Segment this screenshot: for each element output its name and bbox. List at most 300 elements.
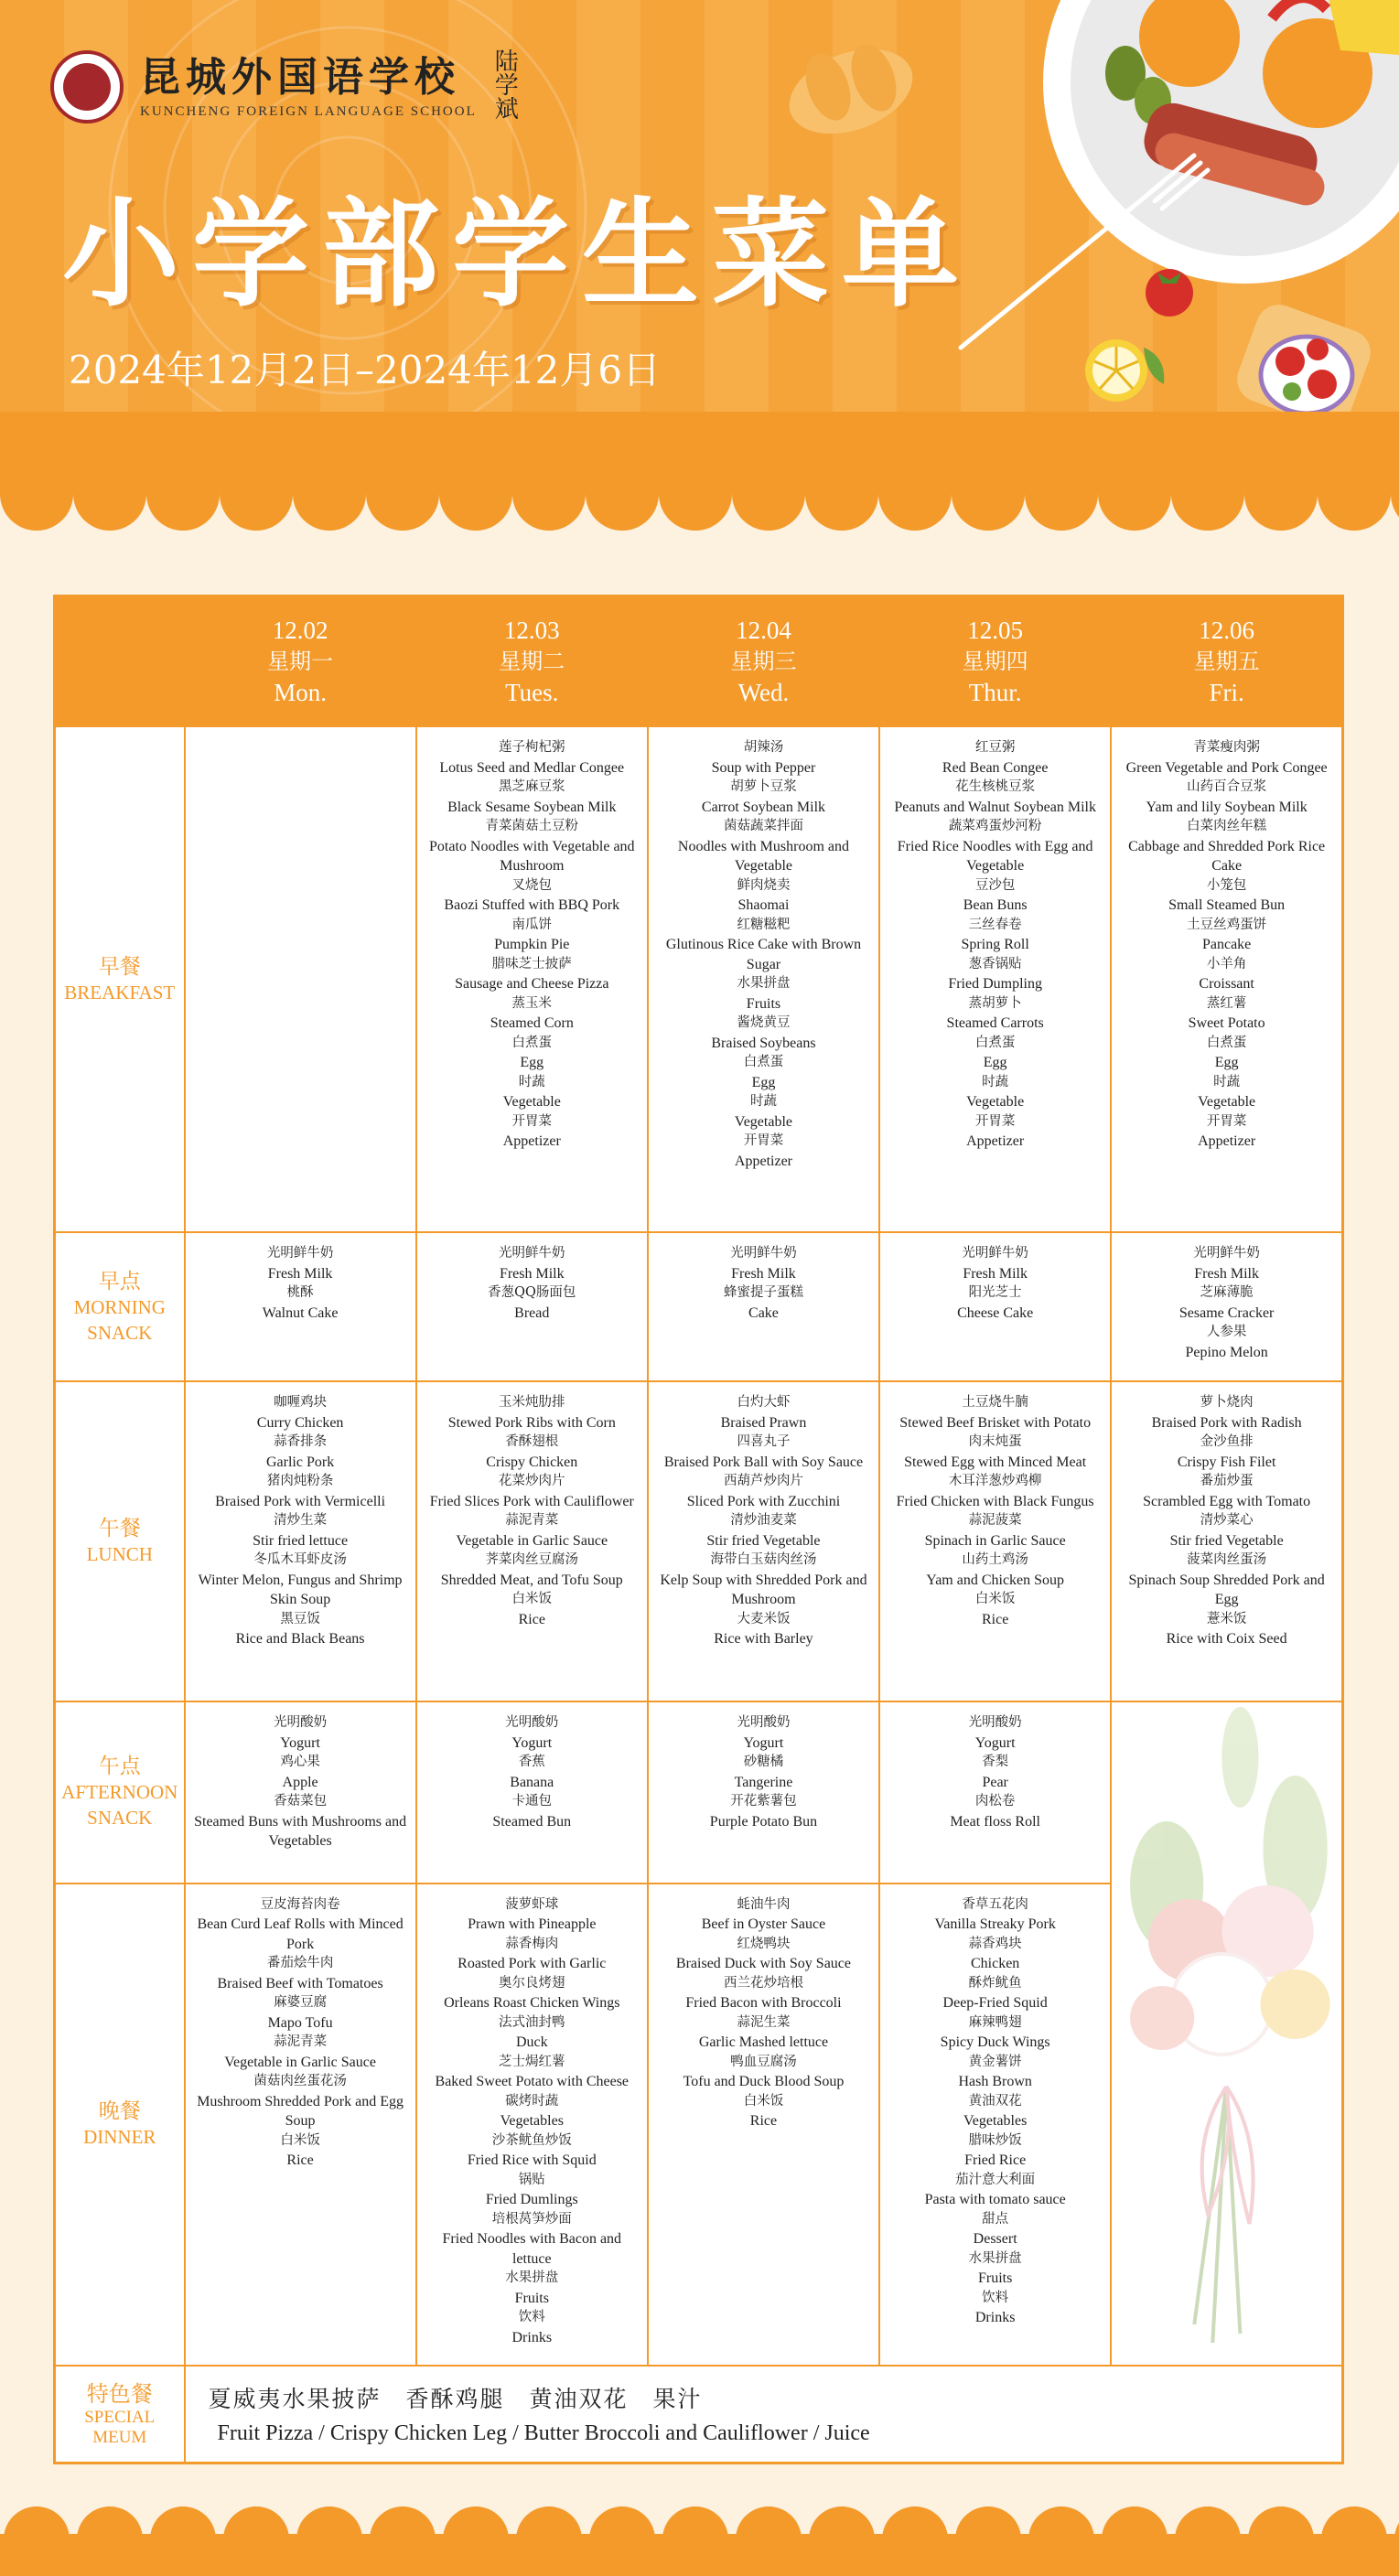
dish-name-cn: 木耳洋葱炒鸡柳 xyxy=(948,1474,1042,1488)
dish-name-cn: 时蔬 xyxy=(749,1094,777,1109)
dish-name-en: Stewed Beef Brisket with Potato xyxy=(899,1414,1092,1431)
dish-name-cn: 时蔬 xyxy=(982,1074,1009,1089)
dish-name-cn: 莲子枸杞粥 xyxy=(499,740,565,755)
dish-name-en: Spicy Duck Wings xyxy=(940,2034,1050,2051)
dish-name-en: Braised Soybeans xyxy=(711,1035,816,1051)
flower-bouquet-icon xyxy=(1112,1702,1341,2361)
dish-name-en: Rice with Coix Seed xyxy=(1166,1631,1287,1647)
page-title: 小学部学生菜单 xyxy=(62,187,973,323)
dish-name-en: Yogurt xyxy=(511,1734,553,1751)
flower-illustration xyxy=(1111,1701,1342,2366)
menu-cell xyxy=(416,1701,648,1884)
dish-name-cn: 青菜瘦肉粥 xyxy=(1193,740,1260,755)
dish-name-cn: 光明酸奶 xyxy=(274,1715,328,1730)
special-items-en: Fruit Pizza / Crispy Chicken Leg / Butter Broccoli and Cauliflower / Juice xyxy=(217,2421,870,2446)
footer-scallop-edge xyxy=(0,2506,1399,2576)
dish-name-cn: 番茄炒蛋 xyxy=(1200,1474,1254,1488)
dish-name-cn: 蒜香鸡块 xyxy=(968,1936,1022,1951)
dish-name-cn: 芝麻薄脆 xyxy=(1200,1285,1254,1300)
dish-name-cn: 蒜香梅肉 xyxy=(505,1936,559,1951)
menu-cell xyxy=(185,1884,416,2366)
dish-name-en: Tangerine xyxy=(734,1774,793,1790)
dish-name-cn: 山药土鸡汤 xyxy=(962,1552,1028,1567)
dish-name-cn: 清炒菜心 xyxy=(1200,1513,1254,1528)
dish-name-en: Spring Roll xyxy=(961,937,1029,952)
dish-name-en: Vegetables xyxy=(500,2113,564,2130)
dish-name-cn: 清炒生菜 xyxy=(274,1513,328,1528)
dish-name-en: Steamed Bun xyxy=(492,1813,572,1830)
dish-name-en: Crispy Fish Filet xyxy=(1177,1454,1276,1470)
dish-name-cn: 香酥翅根 xyxy=(505,1434,559,1449)
menu-cell xyxy=(648,1701,879,1884)
dish-name-en: Spinach in Garlic Sauce xyxy=(924,1532,1066,1549)
dish-name-cn: 开胃菜 xyxy=(511,1113,553,1129)
dish-name-cn: 培根莴笋炒面 xyxy=(491,2211,572,2227)
menu-cell xyxy=(879,726,1111,1232)
dish-name-cn: 酱烧黄豆 xyxy=(737,1015,791,1030)
dish-name-en: Fried Noodles with Bacon and lettuce xyxy=(442,2231,622,2267)
dish-name-cn: 香葱QQ肠面包 xyxy=(488,1285,576,1300)
dish-name-en: Drinks xyxy=(974,2310,1016,2326)
dish-name-en: Potato Noodles with Vegetable and Mushroom xyxy=(429,838,635,874)
dish-name-cn: 白煮蛋 xyxy=(511,1035,553,1050)
dish-name-cn: 沙茶鱿鱼炒饭 xyxy=(491,2132,572,2148)
dish-name-en: Cabbage and Shredded Pork Rice Cake xyxy=(1128,838,1326,874)
dish-name-cn: 光明鲜牛奶 xyxy=(962,1246,1028,1261)
dish-name-en: Lotus Seed and Medlar Congee xyxy=(439,759,625,776)
dish-name-cn: 白灼大虾 xyxy=(737,1395,791,1410)
croissant-icon xyxy=(778,34,924,150)
dish-name-cn: 光明鲜牛奶 xyxy=(266,1246,334,1261)
dish-name-cn: 菌菇蔬菜拌面 xyxy=(723,819,803,833)
dish-name-en: Chicken xyxy=(970,1956,1020,1972)
dish-name-en: Braised Duck with Soy Sauce xyxy=(675,1956,851,1972)
dish-name-cn: 土豆烧牛腩 xyxy=(962,1395,1028,1410)
dish-name-cn: 麻辣鸭翅 xyxy=(968,2014,1022,2030)
dish-name-en: Stewed Egg with Minced Meat xyxy=(904,1454,1087,1470)
dish-name-en: Crispy Chicken xyxy=(486,1454,578,1470)
calligraphy-signature: 陆学斌 xyxy=(494,48,519,123)
dish-name-en: Fresh Milk xyxy=(731,1265,796,1282)
dish-name-en: Roasted Pork with Garlic xyxy=(457,1956,607,1972)
dish-name-cn: 红糖糍粑 xyxy=(737,917,791,932)
dish-name-en: Appetizer xyxy=(734,1153,792,1169)
dish-name-en: Small Steamed Bun xyxy=(1168,897,1286,913)
dish-name-en: Sweet Potato xyxy=(1188,1015,1265,1031)
dish-name-cn: 大麦米饭 xyxy=(737,1611,791,1626)
dish-name-en: Cake xyxy=(748,1304,779,1321)
dish-name-en: Tofu and Duck Blood Soup xyxy=(683,2074,845,2090)
dish-name-cn: 蒜泥青菜 xyxy=(274,2034,328,2050)
dish-name-cn: 酥炸鱿鱼 xyxy=(968,1975,1022,1991)
dish-name-en: Fried Rice with Squid xyxy=(467,2152,597,2169)
dish-name-en: Fresh Milk xyxy=(267,1265,333,1282)
day-header-row xyxy=(55,596,1343,727)
special-label: 特色餐 SPECIAL MEUM xyxy=(55,2366,185,2463)
dish-name-cn: 胡辣汤 xyxy=(743,740,784,755)
dish-name-en: Braised Pork with Vermicelli xyxy=(215,1493,386,1509)
dish-name-en: Pumpkin Pie xyxy=(494,937,570,952)
dish-name-cn: 薏米饭 xyxy=(1206,1611,1247,1626)
dish-name-en: Steamed Corn xyxy=(490,1015,574,1031)
dish-name-cn: 开花紫薯包 xyxy=(730,1794,797,1809)
dish-name-cn: 开胃菜 xyxy=(1206,1113,1247,1129)
dish-name-cn: 水果拼盘 xyxy=(737,976,791,991)
dish-name-en: Vegetable xyxy=(502,1094,561,1110)
dish-name-en: Bread xyxy=(514,1304,550,1321)
dish-name-en: Stir fried lettuce xyxy=(253,1532,349,1549)
dish-name-en: Beef in Oyster Sauce xyxy=(701,1916,826,1933)
dish-name-cn: 茄汁意大利面 xyxy=(955,2172,1036,2187)
dish-name-cn: 水果拼盘 xyxy=(505,2270,559,2286)
dish-name-cn: 花生核桃豆浆 xyxy=(955,779,1036,794)
dish-name-en: Vegetables xyxy=(963,2113,1028,2130)
dish-name-cn: 鲜肉烧卖 xyxy=(737,877,791,893)
dish-name-en: Kelp Soup with Shredded Pork and Mushroom xyxy=(660,1572,867,1607)
dish-name-cn: 奥尔良烤翅 xyxy=(499,1975,565,1991)
dish-name-en: Mapo Tofu xyxy=(267,2014,333,2031)
dish-name-cn: 黑豆饭 xyxy=(280,1611,320,1626)
dish-name-cn: 光明酸奶 xyxy=(505,1715,559,1730)
dish-name-cn: 芝士焗红薯 xyxy=(499,2054,565,2069)
dish-name-cn: 黑芝麻豆浆 xyxy=(499,779,565,794)
dish-name-en: Yam and Chicken Soup xyxy=(926,1572,1065,1588)
dish-name-cn: 黄金薯饼 xyxy=(968,2054,1022,2069)
dish-name-en: Fresh Milk xyxy=(499,1265,565,1282)
dish-name-en: Soup with Pepper xyxy=(711,759,816,776)
dish-name-en: Steamed Buns with Mushrooms and Vegetables xyxy=(194,1813,407,1849)
dish-name-en: Braised Pork with Radish xyxy=(1151,1414,1302,1431)
dish-name-en: Croissant xyxy=(1199,976,1254,992)
dish-name-en: Fruits xyxy=(977,2270,1013,2287)
dish-name-en: Pear xyxy=(982,1774,1008,1790)
dish-name-cn: 南瓜饼 xyxy=(511,917,553,932)
dish-name-en: Bean Curd Leaf Rolls with Minced Pork xyxy=(197,1916,404,1952)
menu-cell xyxy=(879,1381,1111,1701)
school-logo-row xyxy=(50,50,522,123)
dish-name-en: Fruits xyxy=(514,2290,549,2306)
dish-name-cn: 光明鲜牛奶 xyxy=(730,1246,797,1261)
dish-name-cn: 饮料 xyxy=(518,2310,545,2325)
dish-name-cn: 鸡心果 xyxy=(280,1755,320,1769)
dish-name-cn: 金沙鱼排 xyxy=(1200,1434,1254,1449)
dish-name-cn: 三丝春卷 xyxy=(968,917,1022,932)
dish-name-en: Bean Buns xyxy=(963,897,1028,913)
dish-name-en: Fresh Milk xyxy=(1194,1265,1259,1282)
dish-name-en: Yam and lily Soybean Milk xyxy=(1146,799,1308,815)
dish-name-en: Drinks xyxy=(511,2329,553,2345)
dish-name-cn: 菌菇肉丝蛋花汤 xyxy=(253,2074,347,2089)
dish-name-en: Scrambled Egg with Tomato xyxy=(1143,1493,1311,1509)
dish-name-en: Rice with Barley xyxy=(714,1631,813,1647)
dish-name-en: Duck xyxy=(515,2034,548,2051)
dish-name-en: Shredded Meat, and Tofu Soup xyxy=(440,1572,623,1588)
dish-name-en: Vegetable in Garlic Sauce xyxy=(224,2054,376,2070)
meal-label: 午餐 LUNCH xyxy=(55,1381,185,1701)
dish-name-cn: 白米饭 xyxy=(743,2093,784,2109)
dish-name-en: Noodles with Mushroom and Vegetable xyxy=(677,838,850,874)
dish-name-en: Yogurt xyxy=(280,1734,320,1751)
dish-name-cn: 开胃菜 xyxy=(974,1113,1016,1129)
dish-name-en: Fresh Milk xyxy=(963,1265,1028,1282)
dish-name-cn: 蒜香排条 xyxy=(274,1434,328,1449)
dish-name-cn: 西葫芦炒肉片 xyxy=(723,1474,803,1488)
dish-name-cn: 清炒油麦菜 xyxy=(730,1513,797,1528)
dish-name-en: Sliced Pork with Zucchini xyxy=(686,1493,841,1509)
menu-cell xyxy=(416,1381,648,1701)
dish-name-en: Orleans Roast Chicken Wings xyxy=(444,1995,620,2012)
dish-name-en: Pancake xyxy=(1201,937,1252,952)
dish-name-cn: 西兰花炒培根 xyxy=(723,1975,803,1991)
dish-name-cn: 桃酥 xyxy=(286,1285,314,1300)
special-meal-row xyxy=(55,2366,1343,2463)
dish-name-cn: 人参果 xyxy=(1206,1325,1247,1339)
dish-name-cn: 冬瓜木耳虾皮汤 xyxy=(253,1552,347,1567)
dish-name-cn: 菠菜肉丝蛋汤 xyxy=(1187,1552,1267,1567)
dish-name-cn: 开胃菜 xyxy=(743,1133,784,1148)
lime-icon xyxy=(1085,339,1164,402)
dish-name-cn: 山药百合豆浆 xyxy=(1187,779,1267,794)
dish-name-cn: 玉米炖肋排 xyxy=(499,1395,565,1410)
dish-name-en: Prawn with Pineapple xyxy=(468,1916,597,1933)
dish-name-en: Pepino Melon xyxy=(1185,1344,1268,1360)
dish-name-en: Appetizer xyxy=(502,1133,561,1149)
dish-name-cn: 红豆粥 xyxy=(974,740,1016,755)
dish-name-cn: 蜂蜜提子蛋糕 xyxy=(723,1285,803,1300)
dish-name-en: Winter Melon, Fungus and Shrimp Skin Soup xyxy=(198,1572,403,1607)
dish-name-en: Sesame Cracker xyxy=(1178,1304,1275,1321)
dish-name-cn: 法式油封鸭 xyxy=(499,2014,565,2030)
day-header: 12.05 星期四 Thur. xyxy=(879,596,1111,727)
dish-name-en: Yogurt xyxy=(974,1734,1016,1751)
meal-row-lunch xyxy=(55,1381,1343,1701)
dish-name-en: Fried Rice Noodles with Egg and Vegetable xyxy=(897,838,1093,874)
dish-name-cn: 白米饭 xyxy=(974,1592,1016,1606)
dish-name-cn: 碳烤时蔬 xyxy=(505,2093,559,2109)
dish-name-en: Egg xyxy=(520,1055,544,1070)
dish-name-cn: 光明鲜牛奶 xyxy=(499,1246,565,1261)
dish-name-cn: 小羊角 xyxy=(1206,956,1247,971)
dish-name-en: Braised Prawn xyxy=(720,1414,807,1431)
dish-name-cn: 蒸胡萝卜 xyxy=(968,995,1022,1011)
dish-name-en: Garlic Pork xyxy=(265,1454,335,1470)
dish-name-cn: 海带白玉菇肉丝汤 xyxy=(710,1552,817,1567)
dish-name-cn: 麻婆豆腐 xyxy=(274,1995,328,2011)
dish-name-en: Vegetable xyxy=(1198,1094,1256,1110)
menu-cell xyxy=(185,1232,416,1381)
dish-name-en: Vegetable xyxy=(734,1113,792,1130)
dish-name-cn: 黄油双花 xyxy=(968,2093,1022,2109)
dish-name-cn: 蚝油牛肉 xyxy=(737,1896,791,1912)
dish-name-cn: 叉烧包 xyxy=(511,877,553,893)
meal-row-morning-snack xyxy=(55,1232,1343,1381)
dish-name-cn: 蒸红薯 xyxy=(1206,995,1247,1011)
meal-label: 早点 MORNING SNACK xyxy=(55,1232,185,1381)
dish-name-en: Deep-Fried Squid xyxy=(942,1995,1048,2012)
dish-name-cn: 时蔬 xyxy=(518,1074,545,1089)
dish-name-cn: 香菇菜包 xyxy=(274,1794,328,1809)
dish-name-en: Fried Dumlings xyxy=(485,2192,578,2208)
dish-name-en: Fried Chicken with Black Fungus xyxy=(896,1493,1094,1509)
dish-name-cn: 饮料 xyxy=(982,2290,1009,2305)
dish-name-cn: 香草五花肉 xyxy=(962,1896,1028,1912)
dish-name-en: Sausage and Cheese Pizza xyxy=(455,976,609,992)
dish-name-cn: 阳光芝士 xyxy=(968,1285,1022,1300)
dish-name-cn: 砂糖橘 xyxy=(743,1755,784,1769)
menu-cell xyxy=(879,1884,1111,2366)
day-header: 12.06 星期五 Fri. xyxy=(1111,596,1342,727)
dish-name-cn: 水果拼盘 xyxy=(968,2250,1022,2266)
dish-name-en: Appetizer xyxy=(1198,1133,1256,1149)
dish-name-en: Rice xyxy=(749,2113,778,2130)
dish-name-en: Egg xyxy=(983,1055,1007,1070)
dish-name-cn: 腊味炒饭 xyxy=(968,2132,1022,2148)
dish-name-en: Stewed Pork Ribs with Corn xyxy=(447,1414,616,1431)
dish-name-en: Rice xyxy=(518,1611,545,1627)
dish-name-cn: 香梨 xyxy=(982,1755,1009,1769)
menu-table xyxy=(53,595,1344,2464)
dish-name-cn: 土豆丝鸡蛋饼 xyxy=(1187,917,1267,932)
dish-name-cn: 蒸玉米 xyxy=(511,995,553,1011)
dish-name-en: Carrot Soybean Milk xyxy=(701,799,826,815)
dish-name-en: Baked Sweet Potato with Cheese xyxy=(435,2074,630,2090)
dish-name-cn: 青菜菌菇土豆粉 xyxy=(485,819,579,833)
dish-name-en: Garlic Mashed lettuce xyxy=(698,2034,829,2051)
dish-name-en: Appetizer xyxy=(966,1133,1025,1149)
dish-name-cn: 豆皮海苔肉卷 xyxy=(260,1896,340,1912)
dish-name-en: Fried Dumpling xyxy=(948,976,1042,992)
day-header: 12.04 星期三 Wed. xyxy=(648,596,879,727)
dish-name-en: Fried Slices Pork with Cauliflower xyxy=(429,1493,634,1509)
dish-name-en: Mushroom Shredded Pork and Egg Soup xyxy=(197,2093,404,2130)
menu-cell xyxy=(185,726,416,1232)
dish-name-en: Banana xyxy=(510,1774,554,1790)
dish-name-cn: 胡萝卜豆浆 xyxy=(730,779,797,794)
dish-name-cn: 白米饭 xyxy=(280,2132,320,2148)
dish-name-cn: 猪肉炖粉条 xyxy=(266,1474,334,1488)
menu-cell xyxy=(879,1232,1111,1381)
dish-name-cn: 时蔬 xyxy=(1213,1074,1241,1089)
dish-name-en: Fruits xyxy=(746,995,781,1012)
dish-name-cn: 蒜泥青菜 xyxy=(505,1513,559,1528)
menu-cell xyxy=(648,1381,879,1701)
dish-name-cn: 葱香锅贴 xyxy=(968,956,1022,971)
dish-name-cn: 光明酸奶 xyxy=(737,1715,791,1730)
school-name-cn: 昆城外国语学校 xyxy=(140,53,460,101)
menu-cell xyxy=(1111,1232,1342,1381)
dish-name-en: Rice xyxy=(981,1611,1009,1627)
menu-cell xyxy=(1111,1381,1342,1701)
special-content xyxy=(185,2366,1343,2463)
dish-name-cn: 番茄烩牛肉 xyxy=(266,1956,334,1971)
menu-cell xyxy=(1111,726,1342,1232)
dish-name-cn: 四喜丸子 xyxy=(737,1434,791,1449)
header-corner xyxy=(55,596,185,727)
dish-name-cn: 菠萝虾球 xyxy=(505,1896,559,1912)
dish-name-cn: 荠菜肉丝豆腐汤 xyxy=(485,1552,579,1567)
dish-name-cn: 甜点 xyxy=(982,2211,1009,2227)
dish-name-en: Apple xyxy=(282,1774,318,1790)
day-header: 12.02 星期一 Mon. xyxy=(185,596,416,727)
dish-name-en: Curry Chicken xyxy=(256,1414,344,1431)
dish-name-en: Fried Bacon with Broccoli xyxy=(685,1995,842,2012)
dish-name-en: Fried Rice xyxy=(964,2152,1027,2169)
dish-name-cn: 香蕉 xyxy=(518,1755,545,1769)
meal-label: 早餐 BREAKFAST xyxy=(55,726,185,1232)
school-name-block xyxy=(140,55,477,120)
menu-cell xyxy=(648,726,879,1232)
dish-name-cn: 腊味芝士披萨 xyxy=(491,956,572,971)
dish-name-cn: 锅贴 xyxy=(518,2172,545,2187)
dish-name-cn: 白煮蛋 xyxy=(974,1035,1016,1050)
dish-name-en: Steamed Carrots xyxy=(946,1015,1044,1031)
dish-name-en: Meat floss Roll xyxy=(950,1813,1040,1830)
meal-label: 晚餐 DINNER xyxy=(55,1884,185,2366)
dish-name-en: Pasta with tomato sauce xyxy=(924,2192,1066,2208)
menu-cell xyxy=(879,1701,1111,1884)
dish-name-en: Rice xyxy=(286,2152,314,2169)
dish-name-cn: 蔬菜鸡蛋炒河粉 xyxy=(948,819,1042,833)
dish-name-cn: 蒜泥生菜 xyxy=(737,2014,791,2030)
dish-name-en: Yogurt xyxy=(743,1734,784,1751)
dish-name-en: Dessert xyxy=(973,2231,1017,2248)
menu-cell xyxy=(648,1232,879,1381)
dish-name-cn: 白米饭 xyxy=(511,1592,553,1606)
dish-name-en: Peanuts and Walnut Soybean Milk xyxy=(894,799,1096,815)
dish-name-en: Vegetable in Garlic Sauce xyxy=(456,1532,608,1549)
dish-name-en: Shaomai xyxy=(737,897,790,913)
dish-name-cn: 咖喱鸡块 xyxy=(274,1395,328,1410)
school-name-en: KUNCHENG FOREIGN LANGUAGE SCHOOL xyxy=(140,103,477,119)
dish-name-en: Vanilla Streaky Pork xyxy=(934,1916,1056,1933)
dish-name-en: Baozi Stuffed with BBQ Pork xyxy=(444,897,620,913)
dish-name-en: Braised Beef with Tomatoes xyxy=(217,1975,383,1991)
special-items-cn: 夏威夷水果披萨 香酥鸡腿 黄油双花 果汁 xyxy=(208,2386,703,2413)
dish-name-cn: 卡通包 xyxy=(511,1794,553,1809)
dish-name-cn: 肉松卷 xyxy=(974,1794,1016,1809)
menu-cell xyxy=(648,1884,879,2366)
dish-name-cn: 红烧鸭块 xyxy=(737,1936,791,1951)
dish-name-cn: 小笼包 xyxy=(1206,877,1247,893)
dish-name-en: Black Sesame Soybean Milk xyxy=(447,799,617,815)
dish-name-en: Stir fried Vegetable xyxy=(1169,1532,1284,1549)
dish-name-en: Purple Potato Bun xyxy=(709,1813,818,1830)
dish-name-en: Egg xyxy=(751,1074,776,1090)
dish-name-cn: 蒜泥菠菜 xyxy=(968,1513,1022,1528)
dish-name-en: Stir fried Vegetable xyxy=(706,1532,821,1549)
header-scallop-edge xyxy=(0,494,1399,549)
meal-label: 午点 AFTERNOON SNACK xyxy=(55,1701,185,1884)
day-header: 12.03 星期二 Tues. xyxy=(416,596,648,727)
dish-name-en: Red Bean Congee xyxy=(942,759,1049,776)
dish-name-en: Vegetable xyxy=(966,1094,1025,1110)
dish-name-cn: 白煮蛋 xyxy=(743,1055,784,1069)
dish-name-en: Green Vegetable and Pork Congee xyxy=(1125,759,1328,776)
menu-cell xyxy=(416,1232,648,1381)
school-seal-icon xyxy=(50,50,124,123)
dish-name-en: Braised Pork Ball with Soy Sauce xyxy=(663,1454,864,1470)
dish-name-en: Hash Brown xyxy=(958,2074,1032,2090)
dish-name-cn: 白煮蛋 xyxy=(1206,1035,1247,1050)
header-banner xyxy=(0,0,1399,549)
dish-name-en: Egg xyxy=(1214,1055,1239,1070)
dish-name-cn: 花菜炒肉片 xyxy=(499,1474,565,1488)
dish-name-en: Spinach Soup Shredded Pork and Egg xyxy=(1128,1572,1325,1607)
meal-row-breakfast xyxy=(55,726,1343,1232)
dish-name-cn: 肉末炖蛋 xyxy=(968,1434,1022,1449)
plate-icon xyxy=(1043,0,1399,284)
dish-name-cn: 萝卜烧肉 xyxy=(1200,1395,1254,1410)
